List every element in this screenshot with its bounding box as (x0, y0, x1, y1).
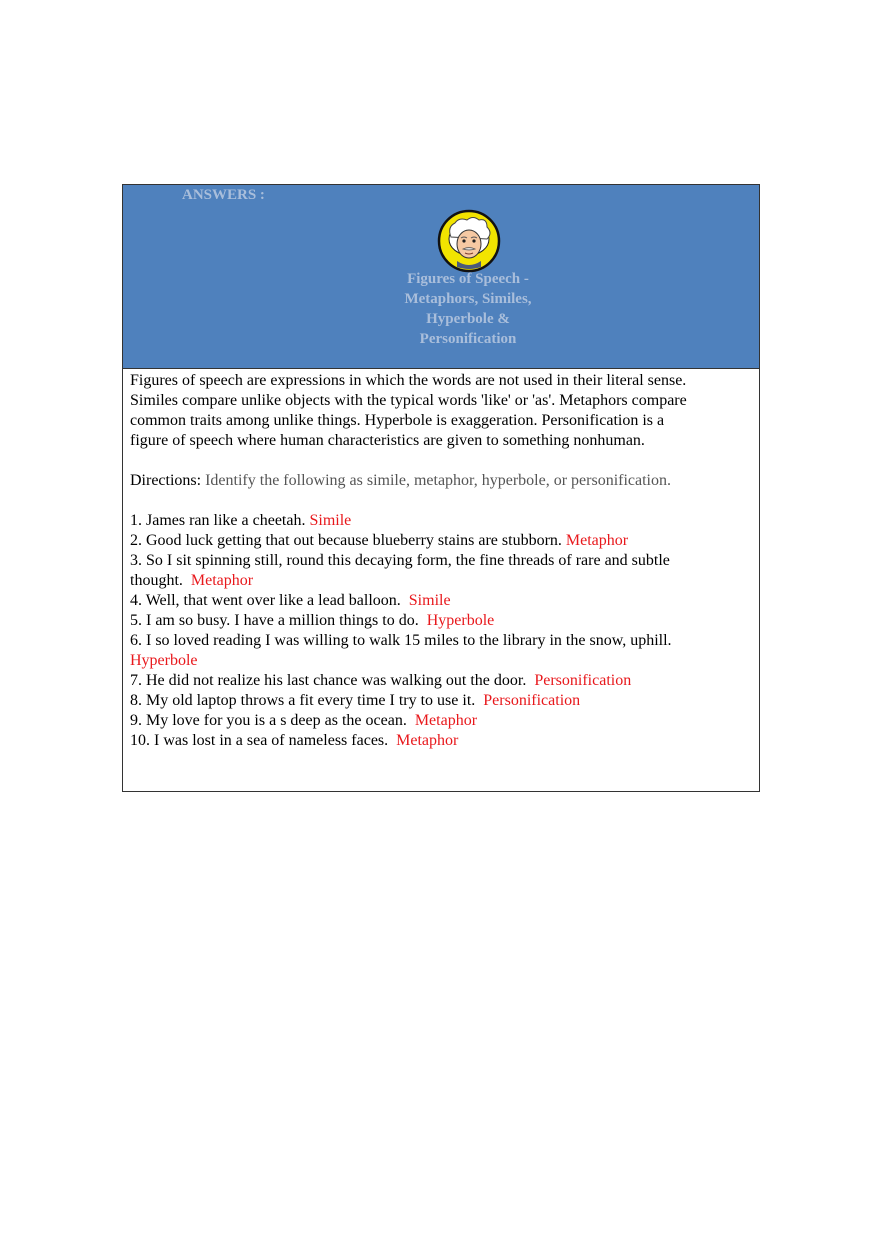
item-answer: Metaphor (190, 572, 254, 589)
list-item (130, 551, 754, 571)
header-title-line: Figures of Speech - (407, 271, 529, 287)
item-answer: Simile (408, 592, 451, 609)
list-item (130, 671, 754, 691)
list-item (130, 531, 754, 551)
directions-text: Identify the following as simile, metaphor, hyperbole, or personification. (205, 472, 671, 489)
item-text: 1. James ran like a cheetah. (130, 512, 306, 529)
list-item (130, 711, 754, 731)
worksheet-body (130, 371, 754, 751)
answers-label: ANSWERS : (182, 187, 265, 203)
list-item (130, 631, 754, 651)
header-title-line: Hyperbole & (426, 311, 510, 327)
intro-line: Similes compare unlike objects with the typical words 'like' or 'as'. Metaphors compare (130, 392, 687, 409)
einstein-cartoon-icon (437, 209, 501, 273)
list-item (130, 691, 754, 711)
list-item-continuation (130, 651, 754, 671)
intro-line: figure of speech where human characteristics are given to something nonhuman. (130, 432, 645, 449)
item-answer: Metaphor (565, 532, 629, 549)
header-title-line: Metaphors, Similes, (404, 291, 532, 307)
item-text: 3. So I sit spinning still, round this decaying form, the fine threads of rare and subtle (130, 552, 670, 569)
item-text: 7. He did not realize his last chance was walking out the door. (130, 672, 527, 689)
list-item (130, 731, 754, 751)
item-text: thought. (130, 572, 183, 589)
answer-sheet (122, 184, 760, 792)
item-answer: Metaphor (396, 732, 459, 749)
item-answer: Hyperbole (426, 612, 495, 629)
item-text: 2. Good luck getting that out because blueberry stains are stubborn. (130, 532, 562, 549)
item-text: 6. I so loved reading I was willing to walk 15 miles to the library in the snow, uphill. (130, 632, 672, 649)
item-text: 4. Well, that went over like a lead balloon. (130, 592, 401, 609)
item-answer: Personification (534, 672, 632, 689)
item-answer: Hyperbole (130, 652, 198, 669)
directions (130, 471, 754, 491)
header-title-line: Personification (419, 331, 517, 347)
header-band (123, 185, 759, 369)
list-item-continuation (130, 571, 754, 591)
intro-line: Figures of speech are expressions in which the words are not used in their literal sense. (130, 372, 687, 389)
list-item (130, 591, 754, 611)
item-answer: Personification (483, 692, 581, 709)
header-title (341, 269, 595, 349)
list-item (130, 611, 754, 631)
item-text: 5. I am so busy. I have a million things to do. (130, 612, 419, 629)
item-answer: Metaphor (414, 712, 478, 729)
item-text: 10. I was lost in a sea of nameless faces. (130, 732, 389, 749)
item-text: 8. My old laptop throws a fit every time I try to use it. (130, 692, 476, 709)
item-text: 9. My love for you is a s deep as the ocean. (130, 712, 407, 729)
directions-label: Directions: (130, 472, 202, 489)
list-item (130, 511, 754, 531)
item-answer: Simile (309, 512, 352, 529)
intro-line: common traits among unlike things. Hyperbole is exaggeration. Personification is a (130, 412, 665, 429)
